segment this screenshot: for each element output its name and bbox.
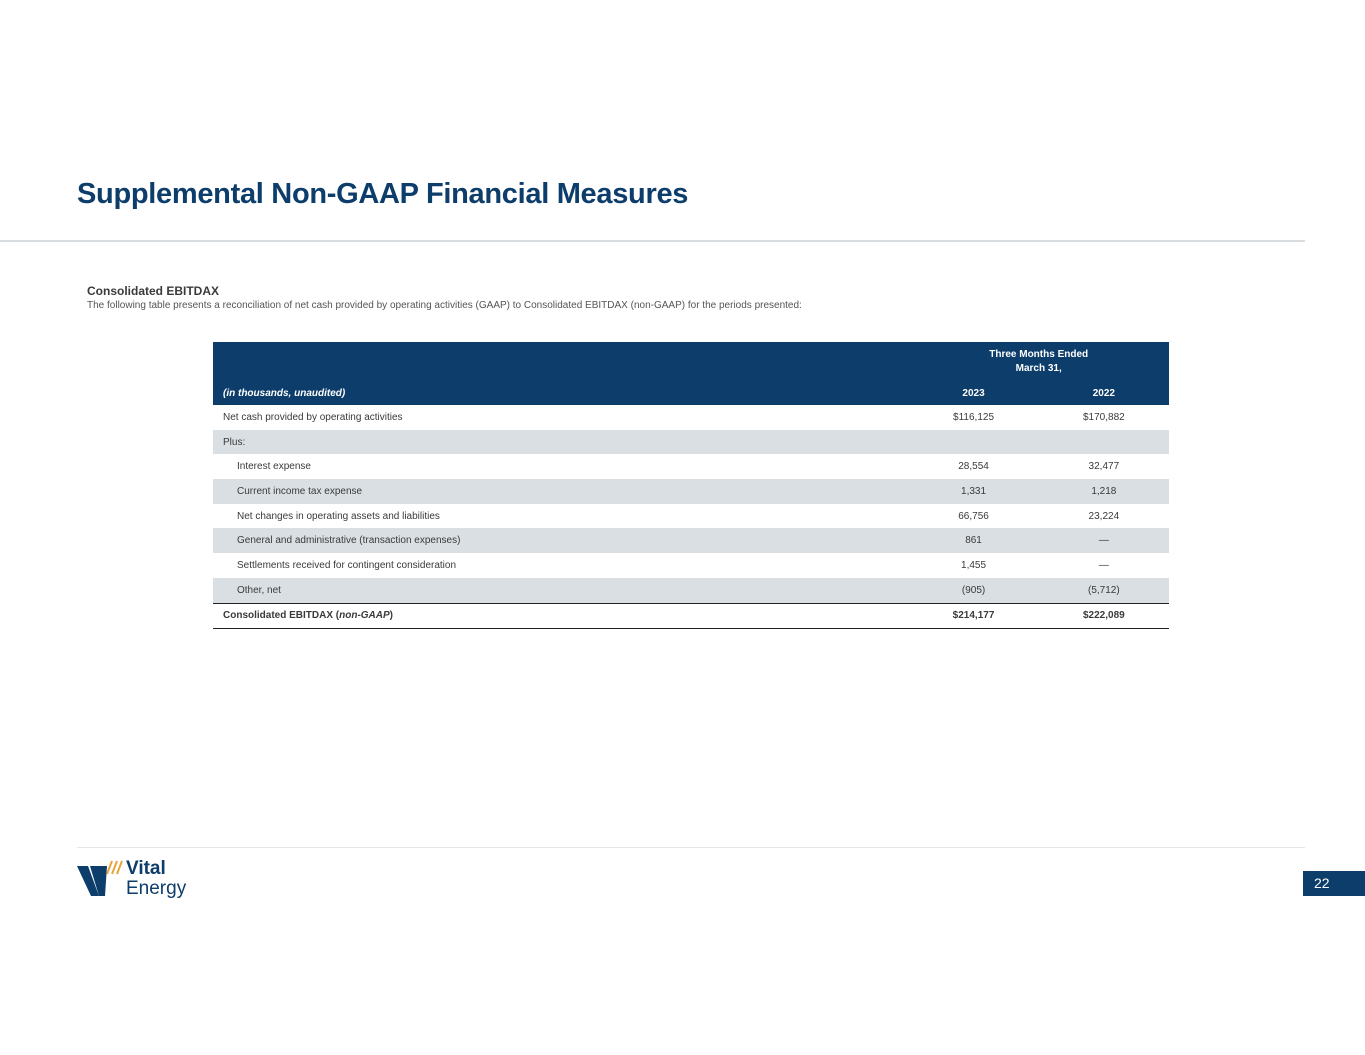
table-row [213,430,1169,455]
row-value-2023: 861 [965,535,982,547]
total-value-2023: $214,177 [908,603,1038,629]
row-label: Current income tax expense [237,485,363,497]
row-value-2022: 32,477 [1088,461,1120,473]
row-value-2022: (5,712) [1088,584,1120,596]
table-row [213,454,1169,479]
row-value-2023: $116,125 [953,411,995,423]
table-header-row-period [213,342,1169,382]
row-value-2022: — [1098,535,1109,547]
row-value-2022 [1039,430,1169,455]
total-label [213,603,908,629]
period-header-line1: Three Months Ended [989,349,1089,360]
row-value-2023: 28,554 [958,461,989,473]
row-value-2022: 23,224 [1088,510,1120,522]
table-row [213,405,1169,430]
logo-text-line2: Energy [126,878,187,899]
period-header [908,342,1169,382]
row-value-2022: — [1098,559,1109,571]
logo-text-line1: Vital [126,858,166,879]
total-label-prefix: Consolidated EBITDAX ( [223,610,340,622]
page-title: Supplemental Non-GAAP Financial Measures [77,178,689,210]
header-empty-cell [213,342,908,382]
section-heading: Consolidated EBITDAX [87,284,220,298]
row-label: Other, net [237,584,281,596]
table-row [213,578,1169,603]
total-value-2022: $222,089 [1039,603,1169,629]
vital-energy-logo [77,858,207,902]
row-value-2022: 1,218 [1091,485,1117,497]
reconciliation-table [213,342,1169,629]
row-value-2022: $170,882 [1082,411,1125,423]
total-row [213,603,1169,629]
table-row [213,528,1169,553]
row-label: Plus: [223,436,246,448]
row-value-2023: 1,331 [961,485,987,497]
row-value-2023: 66,756 [958,510,989,522]
total-label-suffix: ) [389,610,394,622]
footer-divider [77,847,1305,848]
row-label: Settlements received for contingent consideration [237,559,457,571]
page-number-badge: 22 [1303,871,1365,896]
row-label: Net cash provided by operating activities [223,411,403,423]
period-header-line2: March 31, [1015,363,1062,374]
row-label: Interest expense [237,461,311,473]
row-label: General and administrative (transaction expenses) [237,535,461,547]
row-value-2023: (905) [961,584,986,596]
table-header-row-years [213,382,1169,405]
total-label-italic: non-GAAP [339,610,390,622]
column-header-2023: 2023 [962,388,985,399]
title-divider [0,240,1305,242]
table-row [213,479,1169,504]
table-row [213,504,1169,529]
logo-mark-icon [77,858,125,902]
units-label: (in thousands, unaudited) [223,388,346,399]
row-value-2023: 1,455 [961,559,987,571]
row-label: Net changes in operating assets and liabilities [237,510,440,522]
table-row [213,553,1169,578]
column-header-2022: 2022 [1092,388,1115,399]
row-value-2023 [908,430,1038,455]
section-description: The following table presents a reconciliation of net cash provided by operating activities (GAAP) to Consolidated EBITDAX (non-GAAP) for the periods presented: [87,300,802,311]
